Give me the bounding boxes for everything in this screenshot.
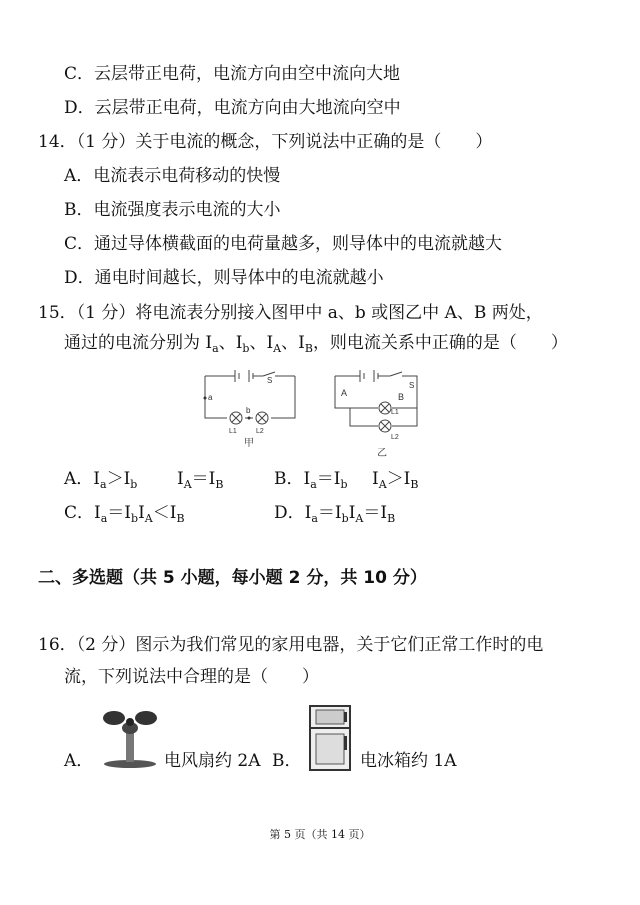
q16-option-a-label: A． bbox=[64, 751, 94, 771]
caption-yi: 乙 bbox=[377, 448, 387, 459]
q16-stem-line1: 16．（2 分）图示为我们常见的家用电器，关于它们正常工作时的电 bbox=[38, 635, 544, 655]
q15-option-a-part2: $I_A=I_B$ bbox=[177, 469, 224, 491]
q16-option-a-text: 电风扇约 2A bbox=[164, 751, 261, 771]
q15-stem-line1: 15．（1 分）将电流表分别接入图甲中 a、b 或图乙中 A、B 两处， bbox=[38, 303, 543, 323]
q15-option-d: D．$I_a=I_bI_A=I_B$ bbox=[274, 503, 396, 525]
q15-option-b: B．$I_a=I_b$ bbox=[274, 469, 348, 491]
circuit-yi bbox=[335, 370, 417, 432]
page-footer: 第 5 页（共 14 页） bbox=[269, 828, 371, 841]
electric-fan-image bbox=[100, 702, 160, 770]
point-b-dot bbox=[248, 417, 251, 420]
section-2-title: 二、多选题（共 5 小题，每小题 2 分，共 10 分） bbox=[38, 568, 427, 588]
point-a-dot bbox=[204, 397, 207, 400]
label-l2-yi: L2 bbox=[391, 434, 399, 441]
q14-stem: 14．（1 分）关于电流的概念，下列说法中正确的是（ ） bbox=[38, 132, 493, 152]
label-s-yi: S bbox=[409, 381, 415, 390]
label-l2-jia: L2 bbox=[256, 428, 264, 435]
caption-jia: 甲 bbox=[244, 438, 254, 449]
label-a: a bbox=[208, 393, 213, 402]
circuit-figures bbox=[195, 362, 425, 462]
refrigerator-image bbox=[308, 704, 354, 772]
label-B: B bbox=[398, 392, 405, 402]
q14-option-c: C．通过导体横截面的电荷量越多，则导体中的电流就越大 bbox=[64, 234, 503, 254]
label-s-jia: S bbox=[267, 376, 273, 385]
q14-option-d: D．通电时间越长，则导体中的电流就越小 bbox=[64, 268, 384, 288]
q15-option-c: C．$I_a=I_bI_A<I_B$ bbox=[64, 503, 185, 525]
q15-option-b-part2: $I_A>I_B$ bbox=[372, 469, 419, 491]
q16-option-b-text: 电冰箱约 1A bbox=[360, 751, 457, 771]
label-l1-jia: L1 bbox=[229, 428, 237, 435]
q16-option-b-label: B． bbox=[272, 751, 302, 771]
q14-option-a: A．电流表示电荷移动的快慢 bbox=[64, 166, 281, 186]
label-l1-yi: L1 bbox=[391, 409, 399, 416]
label-A: A bbox=[341, 388, 348, 398]
q13-option-d: D．云层带正电荷，电流方向由大地流向空中 bbox=[64, 98, 401, 118]
label-b: b bbox=[246, 406, 251, 415]
q16-stem-line2: 流，下列说法中合理的是（ ） bbox=[64, 667, 319, 687]
q15-stem-line2: 通过的电流分别为 $I_a$、$I_b$、$I_A$、$I_B$，则电流关系中正确的是（ ） bbox=[64, 333, 568, 355]
q13-option-c: C．云层带正电荷，电流方向由空中流向大地 bbox=[64, 64, 401, 84]
q14-option-b: B．电流强度表示电流的大小 bbox=[64, 200, 281, 220]
circuit-jia bbox=[205, 370, 295, 424]
q15-option-a: A．$I_a>I_b$ bbox=[64, 469, 138, 491]
